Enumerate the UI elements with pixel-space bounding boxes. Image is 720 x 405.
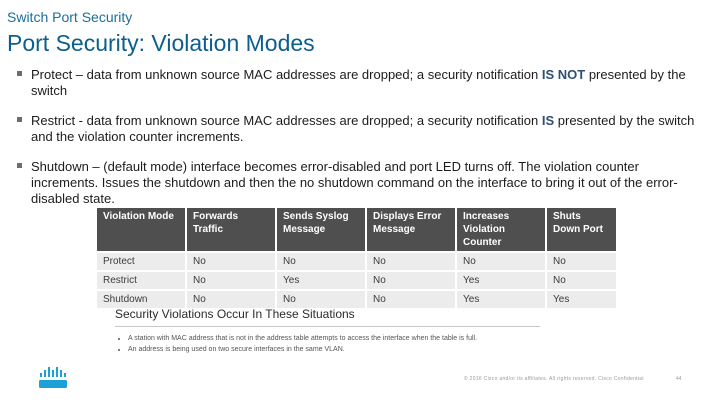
bullet-protect bbox=[17, 67, 707, 99]
table-cell: Yes bbox=[456, 290, 546, 308]
column-header: Increases Violation Counter bbox=[456, 208, 546, 252]
table-cell: Yes bbox=[546, 290, 616, 308]
bullet-marker-icon bbox=[17, 117, 22, 122]
table-cell: No bbox=[366, 252, 456, 271]
cisco-logo-icon bbox=[38, 367, 68, 389]
column-header: Displays Error Message bbox=[366, 208, 456, 252]
column-header: Violation Mode bbox=[97, 208, 186, 252]
situations-heading: Security Violations Occur In These Situations bbox=[115, 307, 540, 327]
bullet-text: presented by the switch and the violation counter increments. bbox=[31, 113, 695, 144]
page-number: 44 bbox=[676, 376, 682, 382]
footer-copyright: © 2016 Cisco and/or its affiliates. All rights reserved. Cisco Confidential bbox=[464, 376, 644, 382]
bullet-highlight: IS NOT bbox=[541, 67, 586, 82]
column-header: Sends Syslog Message bbox=[276, 208, 366, 252]
table-row bbox=[97, 271, 616, 290]
bullet-marker-icon bbox=[17, 163, 22, 168]
page-title: Port Security: Violation Modes bbox=[7, 30, 315, 56]
table-row bbox=[97, 290, 616, 308]
table-cell: Restrict bbox=[97, 271, 186, 290]
table-header-row bbox=[97, 208, 616, 252]
table-cell: Protect bbox=[97, 252, 186, 271]
table-cell: No bbox=[276, 252, 366, 271]
list-item: • An address is being used on two secure interfaces in the same VLAN. bbox=[128, 345, 540, 354]
situations-panel bbox=[115, 307, 540, 356]
bullet-restrict bbox=[17, 113, 707, 145]
bullet-text: Protect – data from unknown source MAC addresses are dropped; a security notification bbox=[31, 67, 542, 82]
list-item: • A station with MAC address that is not in the address table attempts to access the interface when the table is full. bbox=[128, 334, 540, 343]
table-cell: No bbox=[276, 290, 366, 308]
bullet-text: presented by the switch bbox=[31, 67, 686, 98]
table-row bbox=[97, 252, 616, 271]
column-header: Forwards Traffic bbox=[186, 208, 276, 252]
table-cell: Yes bbox=[456, 271, 546, 290]
table-cell: Yes bbox=[276, 271, 366, 290]
bullet-text: Restrict - data from unknown source MAC addresses are dropped; a security notification bbox=[31, 113, 542, 128]
table-cell: No bbox=[546, 252, 616, 271]
bullet-text: Shutdown – (default mode) interface becomes error-disabled and port LED turns off. The violation counter increments. Issues the shutdown and then the no shutdown command on the interface to bring it out of the error-disabled state. bbox=[31, 159, 678, 206]
table-cell: No bbox=[186, 252, 276, 271]
table-cell: No bbox=[186, 271, 276, 290]
table-cell: No bbox=[366, 271, 456, 290]
table-cell: No bbox=[366, 290, 456, 308]
bullet-list bbox=[17, 67, 707, 221]
bullet-shutdown bbox=[17, 159, 707, 207]
column-header: Shuts Down Port bbox=[546, 208, 616, 252]
section-title: Switch Port Security bbox=[7, 9, 133, 25]
table-cell: No bbox=[546, 271, 616, 290]
violation-modes-table bbox=[97, 208, 616, 308]
table-cell: No bbox=[456, 252, 546, 271]
bullet-marker-icon bbox=[17, 71, 22, 76]
situations-list bbox=[115, 334, 540, 354]
bullet-highlight: IS bbox=[541, 113, 555, 128]
table-cell: No bbox=[186, 290, 276, 308]
table-cell: Shutdown bbox=[97, 290, 186, 308]
